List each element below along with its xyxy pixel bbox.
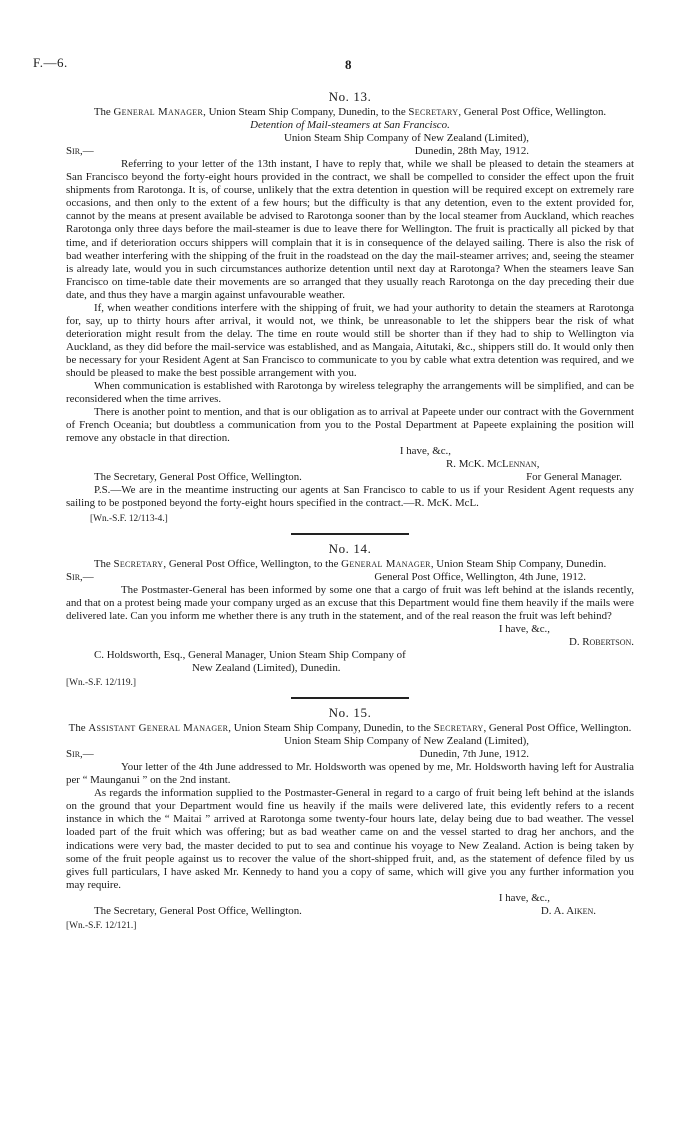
letter-date: General Post Office, Wellington, 4th June, 1912.: [374, 570, 586, 583]
closing: I have, &c.,: [399, 445, 451, 458]
letter-subtitle: Detention of Mail-steamers at San Francisco.: [250, 119, 450, 132]
recipient-line: New Zealand (Limited), Dunedin.: [192, 661, 341, 674]
reference: [Wn.-S.F. 12/119.]: [66, 678, 136, 689]
divider-rule: [291, 697, 409, 699]
paragraph: If, when weather conditions interfere with the shipping of fruit, we had your authority to detain the steamers at Rarotonga for, say, up to thirty hours after arrival, it would not, we think, be unreasonable to let the shippers bear the risk of what deterioration might result from the delay. The time en route would still be shorter than if they had to ship to Wellington via Auckland, as they did before the mail-service was established, and as Mangaia, Aitutaki, &c., shippers still do. It would only then be necessary for your Resident Agent at San Francisco to communicate to you by cable what extra detention was required, and we should be pleased to make the best possible arrangement with you.: [66, 301, 634, 379]
divider-rule: [291, 533, 409, 535]
paragraph: When communication is established with Rarotonga by wireless telegraphy the arrangements will be simplified, and can be reconsidered when the time arrives.: [66, 380, 634, 406]
salutation-row: [66, 571, 634, 584]
letter-title: The Assistant General Manager, Union Steam Ship Company, Dunedin, to the Secretary, General Post Office, Wellington.: [68, 722, 632, 735]
signature-title: For General Manager.: [526, 471, 622, 484]
paragraph: Referring to your letter of the 13th instant, I have to reply that, while we shall be pleased to detain the steamers at San Francisco beyond the forty-eight hours provided in the contract, we shall be compelled to consider the effect upon the fruit shipments from Rarotonga. It is, of course, unlikely that the extra detention in question will be required except on extremely rare occasions, and then only to the extent of a few hours; but the difficulty is that any detention, even to the extent provided for, cannot by the means at present available be advised to Rarotonga sooner than by the local steamer from Auckland, which reaches Rarotonga only three days before the mail-steamer is due to leave there for Wellington. The fruit is practically all picked by that time, and if deterioration occurs shippers will complain that it is in consequence of the delayed sailing. There is also the risk of bad weather interfering with the shipping of the fruit in the roadstead on the day the mail-steamer arrives; and, seeing the steamer is already late, would you in such circumstances authorize detention until next day at Rarotonga? When the steamers leave San Francisco on time-table date their movements are so arranged that they usually reach Rarotonga on the day preceding their due date, and thus they have a margin against unfavourable weather.: [66, 158, 634, 301]
letter-14: [66, 542, 634, 700]
recipient: The Secretary, General Post Office, Wellington.: [94, 904, 302, 917]
signature: D. Robertson.: [568, 635, 634, 648]
signature: D. A. Aiken.: [540, 904, 596, 917]
signature-row: [66, 636, 634, 649]
signature-row: [66, 458, 634, 471]
closing: I have, &c.,: [498, 891, 550, 904]
letter-date: Dunedin, 7th June, 1912.: [419, 748, 529, 761]
postscript: P.S.—We are in the meantime instructing our agents at San Francisco to cable to us if your Resident Agent requests any sailing to be postponed beyond the forty-eight hours specified in the contract.—R. McK. McL.: [66, 484, 634, 510]
salutation: Sir,—: [66, 145, 94, 158]
paragraph: The Postmaster-General has been informed by some one that a cargo of fruit was left behind at the islands recently, and that on a protest being made your company urged as an excuse that this Department would fine them heavily if the mails were delivered late. Can you inform me whether there is any truth in the statement, and of the real reason the fruit was left behind?: [66, 583, 634, 622]
letter-title: The Secretary, General Post Office, Wellington, to the General Manager, Union Steam Ship Company, Dunedin.: [93, 557, 607, 570]
salutation-row: [66, 145, 634, 158]
page-code: F.—6.: [33, 55, 68, 70]
letter-number: No. 14.: [328, 540, 372, 556]
letter-13: [66, 90, 634, 535]
letter-title: The General Manager, Union Steam Ship Company, Dunedin, to the Secretary, General Post Office, Wellington.: [93, 106, 607, 119]
letter-15: [66, 706, 634, 933]
salutation-row: [66, 748, 634, 761]
reference: [Wn.-S.F. 12/121.]: [66, 920, 137, 931]
recipient-row: [66, 905, 634, 918]
signature: R. McK. McLennan,: [446, 458, 540, 471]
reference: [Wn.-S.F. 12/113-4.]: [90, 513, 168, 524]
sender-address: Union Steam Ship Company of New Zealand (Limited),: [284, 735, 529, 748]
paragraph: As regards the information supplied to the Postmaster-General in regard to a cargo of fruit being left behind at the islands on the ground that your Department would fine us heavily if the mails were delivered late, this evidently refers to a recent instance in which the “ Maitai ” arrived at Rarotonga some twenty-four hours late, delay being due to bad weather. The vessel loaded part of the fruit which was offering; but as bad weather came on and the vessel started to drag her anchors, and the indications were very bad, the master decided to put to sea and continue his voyage to New Zealand. Action is being taken by some of the fruit people against us to recover the value of the short-shipped fruit, and, as the statement of defence filed by us gives full particulars, I have asked Mr. Kennedy to hand you a copy of same, which will give you any further information you may require.: [66, 787, 634, 891]
closing: I have, &c.,: [498, 622, 550, 635]
recipient: The Secretary, General Post Office, Wellington.: [94, 471, 302, 484]
letter-number: No. 13.: [328, 89, 372, 104]
paragraph: There is another point to mention, and that is our obligation as to arrival at Papeete under our contract with the Government of French Oceania; but doubtless a communication from you to the Postal Department at Papeete explaining the position will remove any obstacle in that direction.: [66, 406, 634, 445]
salutation: Sir,—: [66, 570, 94, 583]
recipient-row: [66, 471, 634, 484]
page-number: 8: [345, 57, 352, 72]
paragraph: Your letter of the 4th June addressed to Mr. Holdsworth was opened by me, Mr. Holdsworth having left for Australia per “ Maunganui ” on the 2nd instant.: [66, 761, 634, 787]
sender-address: Union Steam Ship Company of New Zealand (Limited),: [284, 132, 529, 145]
recipient-line: C. Holdsworth, Esq., General Manager, Union Steam Ship Company of: [94, 648, 406, 661]
letter-number: No. 15.: [328, 705, 372, 721]
salutation: Sir,—: [66, 748, 94, 761]
letter-date: Dunedin, 28th May, 1912.: [414, 145, 529, 158]
